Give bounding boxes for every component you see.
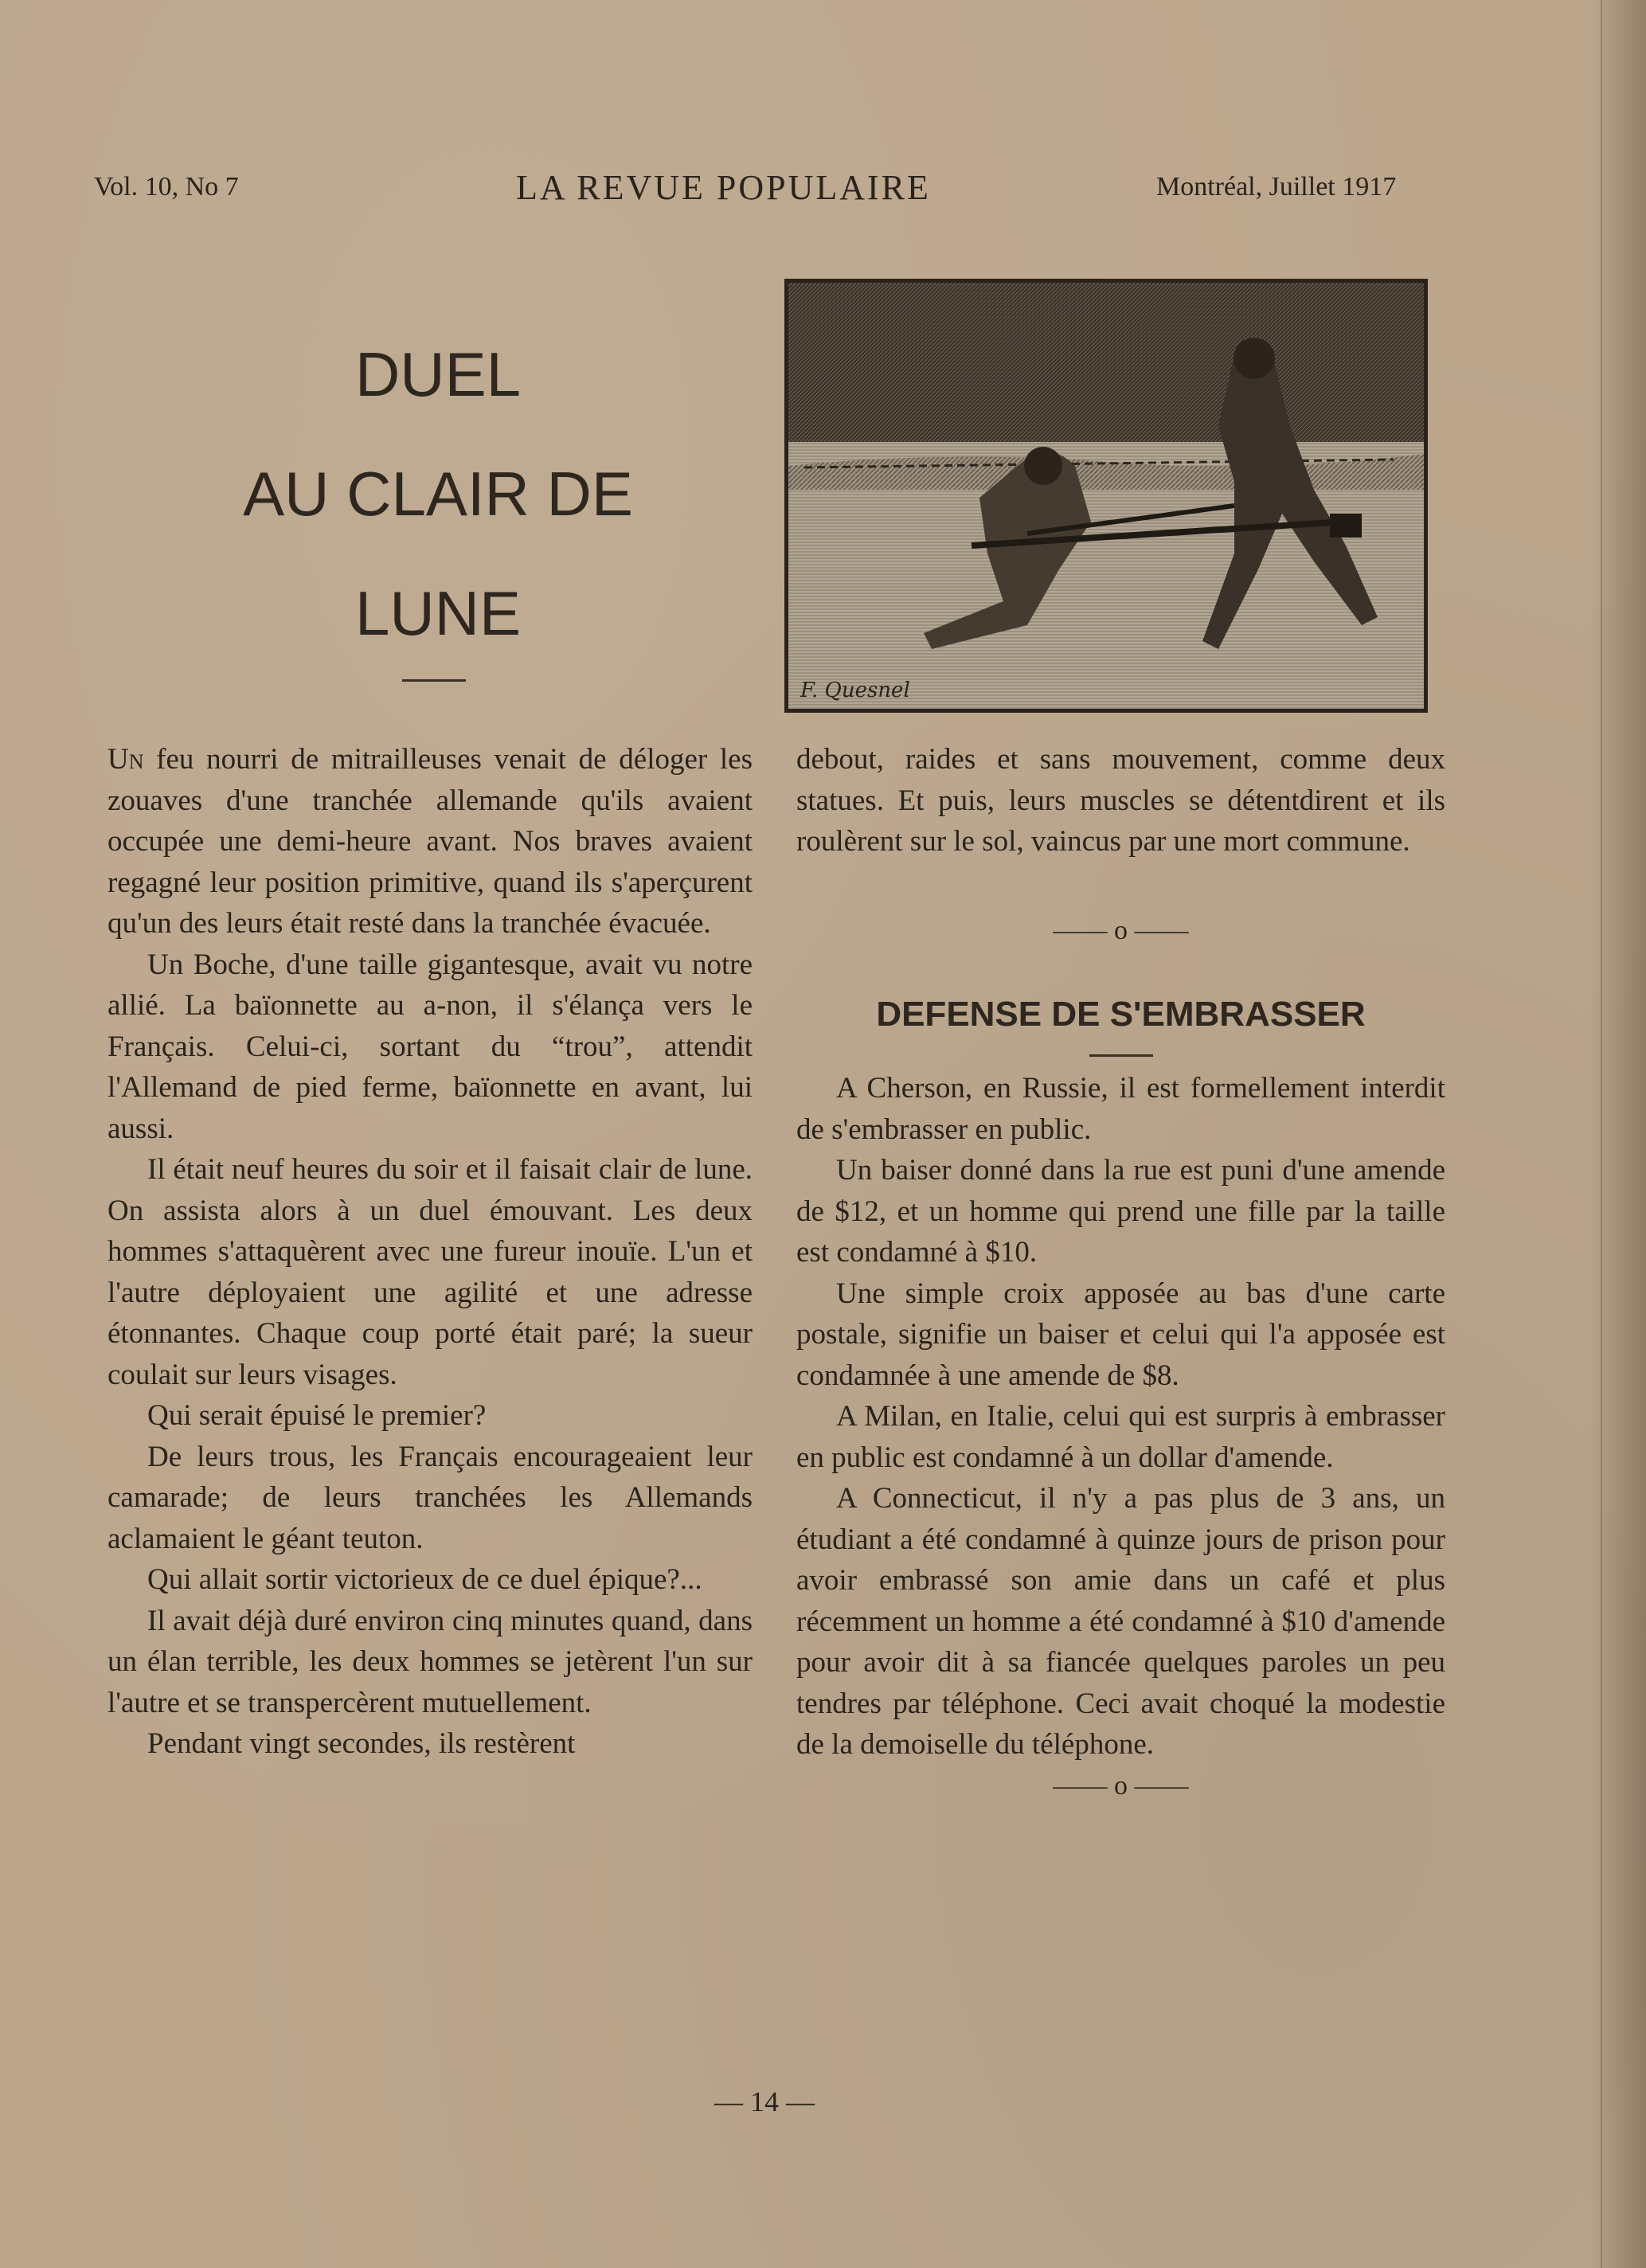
volume-number: Vol. 10, No 7 <box>94 172 239 201</box>
title-line: LUNE <box>354 578 522 648</box>
publication-name: LA REVUE POPULAIRE <box>516 168 931 207</box>
duel-illustration <box>784 279 1428 713</box>
paragraph: Qui allait sortir victorieux de ce duel épique?... <box>147 1563 702 1596</box>
paragraph: A Cherson, en Russie, il est formellement interdit de s'embrasser en public. <box>796 1072 1445 1146</box>
paragraph: Pendant vingt secondes, ils restèrent <box>147 1727 576 1760</box>
paragraph: Une simple croix apposée au bas d'une carte postale, signifie un baiser et celui qui l'a apposée est condamnée à une amende de $8. <box>796 1277 1445 1392</box>
paragraph: De leurs trous, les Français encourageaient leur camarade; de leurs tranchées les Allemands aclamaient le géant teuton. <box>108 1440 753 1555</box>
separator: —— o —— <box>1053 915 1189 945</box>
dropcap-word: Un <box>108 743 144 776</box>
page-header <box>0 167 1646 215</box>
place-date: Montréal, Juillet 1917 <box>1156 172 1397 201</box>
page-fold-line <box>1601 0 1602 2268</box>
paragraph: A Connecticut, il n'y a pas plus de 3 ans, un étudiant a été condamné à quinze jours de prison pour avoir embrassé son amie dans un café et plus récemment un homme a été condamné à $10 d'amende pour avoir dit à sa fiancée quelques paroles un peu tendres par téléphone. Ceci avait choqué la modestie de la demoiselle du téléphone. <box>796 1482 1445 1761</box>
title-line: DUEL <box>354 339 522 409</box>
duel-bayonet-illustration-icon <box>788 283 1424 709</box>
page-number: — 14 — <box>714 2086 815 2117</box>
paragraph: Un baiser donné dans la rue est puni d'une amende de $12, et un homme qui prend une fille par la taille est condamné à $10. <box>796 1154 1445 1269</box>
paragraph: A Milan, en Italie, celui qui est surpris à embrasser en public est condamné à un dollar d'amende. <box>796 1400 1445 1474</box>
title-rule <box>402 679 466 682</box>
paragraph: Il avait déjà duré environ cinq minutes quand, dans un élan terrible, les deux hommes se jetèrent l'un sur l'autre et se transpercèrent mutuellement. <box>108 1604 753 1719</box>
paragraph-continuation: debout, raides et sans mouvement, comme deux statues. Et puis, leurs muscles se détentdirent et ils roulèrent sur le sol, vaincus par une mort commune. <box>796 743 1445 858</box>
separator: —— o —— <box>1053 1770 1189 1801</box>
paragraph: Qui serait épuisé le premier? <box>147 1399 487 1432</box>
paragraph <box>108 739 753 944</box>
title-rule <box>1089 1054 1153 1057</box>
article-title-duel <box>135 315 741 673</box>
paragraph-text: feu nourri de mitrailleuses venait de déloger les zouaves d'une tranchée allemande qu'ils avaient occupée une demi-heure avant. Nos braves avaient regagné leur position primitive, quand ils s'aperçurent qu'un des leurs était resté dans la tranchée évacuée. <box>108 743 753 940</box>
paragraph: Un Boche, d'une taille gigantesque, avait vu notre allié. La baïonnette au a-non, il s'élança vers le Français. Celui-ci, sortant du “trou”, attendit l'Allemand de pied ferme, baïonnette en avant, lui aussi. <box>108 948 753 1145</box>
article-title-embrasser: DEFENSE DE S'EMBRASSER <box>876 995 1366 1034</box>
paragraph: Il était neuf heures du soir et il faisait clair de lune. On assista alors à un duel émouvant. Les deux hommes s'attaquèrent avec une fureur inouïe. L'un et l'autre déployaient une agilité et une adresse étonnantes. Chaque coup porté était paré; la sueur coulait sur leurs visages. <box>108 1153 753 1391</box>
column-left <box>108 739 753 1765</box>
title-line: AU CLAIR DE <box>243 459 633 529</box>
column-right <box>796 739 1445 1806</box>
illustration-signature: F. Quesnel <box>800 678 910 702</box>
page-edge-shadow <box>1590 0 1646 2268</box>
